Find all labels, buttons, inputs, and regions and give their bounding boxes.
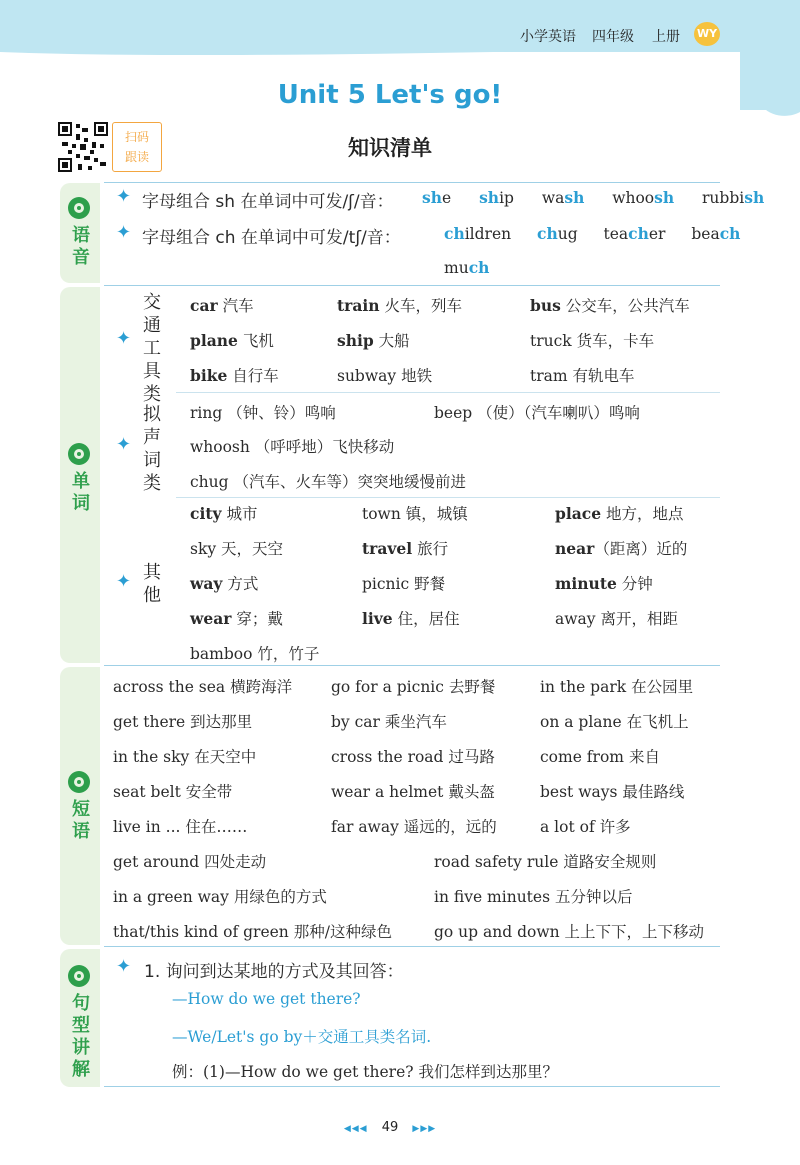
word-ship: ship — [479, 188, 514, 207]
target-icon — [68, 771, 90, 793]
page-number: ◀◀◀ 49 ▶▶▶ — [343, 1120, 437, 1135]
triangle-right-icon: ▶▶▶ — [412, 1124, 437, 1134]
phrase-entry: best ways 最佳路线 — [540, 783, 685, 801]
word-whoosh: whoosh — [612, 188, 675, 207]
tab-label-words: 单词 — [72, 471, 90, 514]
edition-badge: WY — [694, 22, 720, 46]
word-entry: train 火车，列车 — [337, 296, 462, 315]
word-entry: subway 地铁 — [337, 367, 433, 385]
phrase-entry: in the park 在公园里 — [540, 678, 694, 696]
phrase-entry: on a plane 在飞机上 — [540, 713, 689, 731]
word-children: children — [444, 224, 512, 243]
word-entry: ring （钟、铃）鸣响 — [190, 404, 336, 422]
phrase-entry: in the sky 在天空中 — [113, 748, 257, 766]
word-she: she — [422, 188, 452, 207]
target-icon — [68, 965, 90, 987]
phrase-entry: live in ... 住在…… — [113, 818, 248, 836]
word-entry: chug （汽车、火车等）突突地缓慢前进 — [190, 473, 467, 491]
phonics-words-sh — [422, 188, 764, 207]
sentence-question: —How do we get there? — [172, 990, 361, 1008]
phrase-entry: go up and down 上上下下，上下移动 — [434, 923, 705, 941]
phrase-entry: a lot of 许多 — [540, 818, 631, 836]
qr-code-icon[interactable] — [58, 122, 108, 172]
divider — [104, 946, 720, 947]
phrase-entry: wear a helmet 戴头盔 — [331, 783, 495, 801]
sentence-example: 例：(1)—How do we get there? 我们怎样到达那里？ — [172, 1063, 559, 1081]
tab-label-phrases: 短语 — [72, 799, 90, 842]
phrase-entry: get around 四处走动 — [113, 853, 267, 871]
word-beach: beach — [691, 224, 741, 243]
word-entry: ship 大船 — [337, 331, 410, 350]
word-entry: bamboo 竹，竹子 — [190, 645, 320, 663]
tab-sentences — [60, 949, 100, 1087]
divider — [176, 392, 720, 393]
word-entry: near（距离）近的 — [555, 539, 688, 558]
tab-label-sentences: 句型讲解 — [72, 993, 90, 1080]
word-entry: way 方式 — [190, 574, 259, 593]
category-transport: 交通工具类 — [143, 292, 161, 405]
tab-label-phonics: 语音 — [72, 225, 90, 268]
page-heading: 知识清单 — [348, 136, 432, 160]
diamond-bullet-icon: ✦ — [116, 186, 132, 207]
phrase-entry: by car 乘坐汽车 — [331, 713, 447, 731]
word-teacher: teacher — [603, 224, 666, 243]
phonics-rule-sh: 字母组合 sh 在单词中可发/ʃ/音： — [142, 192, 394, 212]
word-entry: beep （使）（汽车喇叭）鸣响 — [434, 404, 640, 422]
word-entry: car 汽车 — [190, 296, 254, 315]
word-rubbish: rubbish — [702, 188, 765, 207]
word-much: much — [444, 258, 490, 277]
word-entry: bike 自行车 — [190, 366, 279, 385]
divider — [104, 665, 720, 666]
diamond-bullet-icon: ✦ — [116, 571, 132, 592]
divider — [104, 285, 720, 286]
diamond-bullet-icon: ✦ — [116, 222, 132, 243]
word-entry: minute 分钟 — [555, 574, 653, 593]
phrase-entry: across the sea 横跨海洋 — [113, 678, 293, 696]
tab-phonics — [60, 183, 100, 283]
triangle-left-icon: ◀◀◀ — [343, 1124, 368, 1134]
word-entry: away 离开，相距 — [555, 610, 678, 628]
word-entry: bus 公交车，公共汽车 — [530, 296, 690, 315]
phrase-entry: get there 到达那里 — [113, 713, 253, 731]
divider — [104, 182, 720, 183]
diamond-bullet-icon: ✦ — [116, 956, 132, 977]
diamond-bullet-icon: ✦ — [116, 328, 132, 349]
word-entry: picnic 野餐 — [362, 575, 446, 593]
word-entry: tram 有轨电车 — [530, 367, 635, 385]
phrase-entry: cross the road 过马路 — [331, 748, 495, 766]
tab-words — [60, 287, 100, 663]
word-entry: city 城市 — [190, 504, 258, 523]
divider — [176, 497, 720, 498]
header-volume: 上册 — [652, 29, 680, 45]
target-icon — [68, 197, 90, 219]
sentence-answer: —We/Let's go by＋交通工具类名词. — [172, 1028, 432, 1046]
phrase-entry: in five minutes 五分钟以后 — [434, 888, 633, 906]
category-sound: 拟声词类 — [143, 404, 161, 494]
target-icon — [68, 443, 90, 465]
unit-title: Unit 5 Let's go! — [277, 80, 503, 110]
word-entry: place 地方，地点 — [555, 504, 684, 523]
diamond-bullet-icon: ✦ — [116, 434, 132, 455]
phrase-entry: road safety rule 道路安全规则 — [434, 853, 657, 871]
word-entry: plane 飞机 — [190, 331, 274, 350]
tab-phrases — [60, 667, 100, 945]
scan-to-read-label: 扫码 跟读 — [112, 122, 162, 172]
word-entry: town 镇，城镇 — [362, 505, 468, 523]
phrase-entry: far away 遥远的，远的 — [331, 818, 497, 836]
phrase-entry: that/this kind of green 那种/这种绿色 — [113, 923, 392, 941]
phonics-rule-ch: 字母组合 ch 在单词中可发/tʃ/音： — [142, 228, 401, 248]
header-subject: 小学英语 — [520, 29, 576, 45]
category-other: 其他 — [143, 562, 161, 606]
phrase-entry: in a green way 用绿色的方式 — [113, 888, 327, 906]
word-entry: whoosh （呼呼地）飞快移动 — [190, 438, 395, 456]
word-entry: wear 穿；戴 — [190, 609, 283, 628]
header-grade: 四年级 — [592, 29, 634, 45]
word-wash: wash — [541, 188, 585, 207]
phrase-entry: seat belt 安全带 — [113, 783, 233, 801]
phrase-entry: come from 来自 — [540, 748, 660, 766]
phrase-entry: go for a picnic 去野餐 — [331, 678, 496, 696]
word-chug: chug — [537, 224, 578, 243]
word-entry: travel 旅行 — [362, 539, 449, 558]
word-entry: sky 天，天空 — [190, 540, 284, 558]
word-entry: truck 货车，卡车 — [530, 332, 655, 350]
word-entry: live 住，居住 — [362, 609, 460, 628]
sentence-pattern-title: 1. 询问到达某地的方式及其回答： — [144, 962, 404, 982]
divider — [104, 1086, 720, 1087]
phonics-words-ch — [444, 224, 740, 243]
